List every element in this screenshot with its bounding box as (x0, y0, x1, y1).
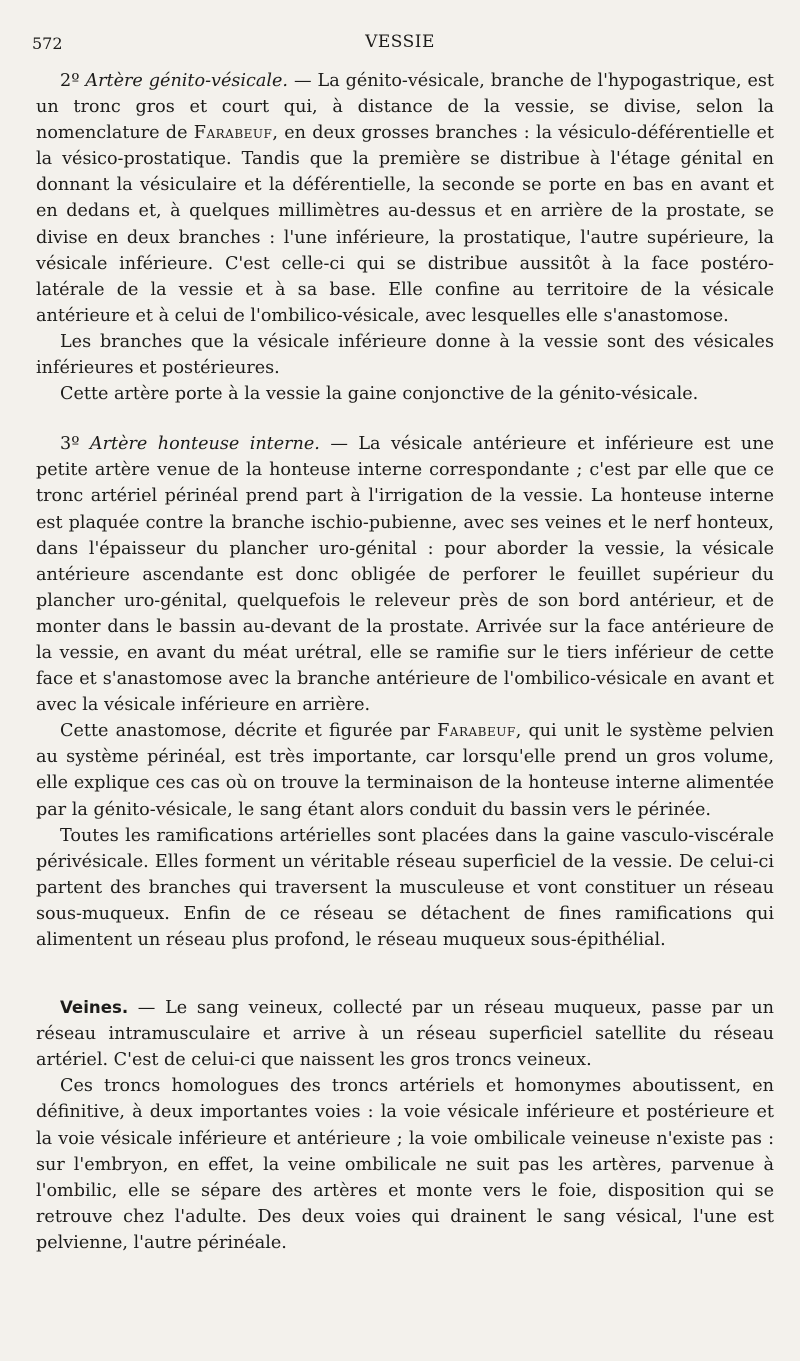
paragraph: Ces troncs homologues des troncs artériels et homonymes aboutissent, en définitive, à deux importantes voies : la voie vésicale inférieure et postérieure et la voie vésicale inférieure et antérieure ; la voie ombilicale veineuse n'existe pas : sur l'embryon, en effet, la veine ombilicale ne suit pas les artères, parvenue à l'ombilic, elle se sépare des artères et monte vers le foie, disposition qui se retrouve chez l'adulte. Des deux voies qui drainent le sang vésical, l'une est pelvienne, l'autre périnéale. (36, 1076, 774, 1253)
section-label-3: 3º (60, 434, 80, 455)
paragraph-text: Cette anastomose, décrite et figurée par (60, 721, 438, 742)
page-header (32, 30, 768, 56)
page-number: 572 (32, 34, 63, 53)
paragraph: Les branches que la vésicale inférieure donne à la vessie sont des vésicales inférieures et postérieures. (36, 331, 774, 379)
section-title-veines: Veines. (60, 998, 129, 1018)
section-label-2: 2º (60, 71, 80, 91)
body-text (36, 68, 774, 1256)
author-name: Farabeuf (193, 123, 273, 144)
paragraph-text: — Le sang veineux, collecté par un réseau muqueux, passe par un réseau intramusculaire et arrive à un réseau superficiel satellite du réseau artériel. C'est de celui-ci que naissent les gros troncs veineux. (36, 998, 774, 1071)
paragraph-text: — La vésicale antérieure et inférieure est une petite artère venue de la honteuse interne correspondante ; c'est par elle que ce tronc artériel périnéal prend part à l'irrigation de la vessie. La honteuse interne est plaquée contre la branche ischio-pubienne, avec ses veines et le nerf honteux, dans l'épaisseur du plancher uro-génital : pour aborder la vessie, la vésicale antérieure ascendante est donc obligée de perforer le feuillet supérieur du plancher uro-génital, quelquefois le releveur près de son bord antérieur, et de monter dans le bassin au-devant de la prostate. Arrivée sur la face antérieure de la vessie, en avant du méat urétral, elle se ramifie sur le tiers inférieur de cette face et s'anastomose avec la branche antérieure de l'ombilico-vésicale en avant et avec la vésicale inférieure en arrière. (36, 434, 774, 716)
paragraph-honteuse-interne (36, 431, 774, 718)
paragraph-veines (36, 995, 774, 1073)
paragraph: Toutes les ramifications artérielles sont placées dans la gaine vasculo-viscérale périvésicale. Elles forment un véritable réseau superficiel de la vessie. De celui-ci partent des branches qui traversent la musculeuse et vont constituer un réseau sous-muqueux. Enfin de ce réseau se détachent de fines ramifications qui alimentent un réseau plus profond, le réseau muqueux sous-épithélial. (36, 825, 774, 950)
paragraph-text: — La génito-vésicale, branche de l'hypogastrique, est un tronc gros et court qui, à distance de la vessie, se divise, selon la nomenclature de (36, 71, 774, 144)
paragraph-anastomose (36, 718, 774, 822)
running-title: VESSIE (365, 32, 435, 52)
paragraph-text: , en deux grosses branches : la vésiculo-déférentielle et la vésico-prostatique. Tandis que la première se distribue à l'étage génital en donnant la vésiculaire et la déférentielle, la seconde se porte en bas en avant et en dedans et, à quelques millimètres au-dessus et en arrière de la prostate, se divise en deux branches : l'une inférieure, la prostatique, l'autre supérieure, la vésicale inférieure. C'est celle-ci qui se distribue aussitôt à la face postéro-latérale de la vessie et à sa base. Elle confine au territoire de la vésicale antérieure et à celui de l'ombilico-vésicale, avec lesquelles elle s'anastomose. (36, 123, 774, 326)
author-name: Farabeuf (437, 721, 516, 742)
paragraph-genito-vesicale (36, 68, 774, 329)
section-title-genito-vesicale: Artère génito-vésicale. (85, 71, 289, 91)
section-title-honteuse-interne: Artère honteuse interne. (89, 434, 320, 455)
paragraph: Cette artère porte à la vessie la gaine conjonctive de la génito-vésicale. (60, 384, 699, 405)
paragraph-text: , qui unit le système pelvien au système périnéal, est très importante, car lorsqu'elle prend un gros volume, elle explique ces cas où on trouve la terminaison de la honteuse interne alimentée par la génito-vésicale, le sang étant alors conduit du bassin vers le périnée. (36, 721, 775, 820)
